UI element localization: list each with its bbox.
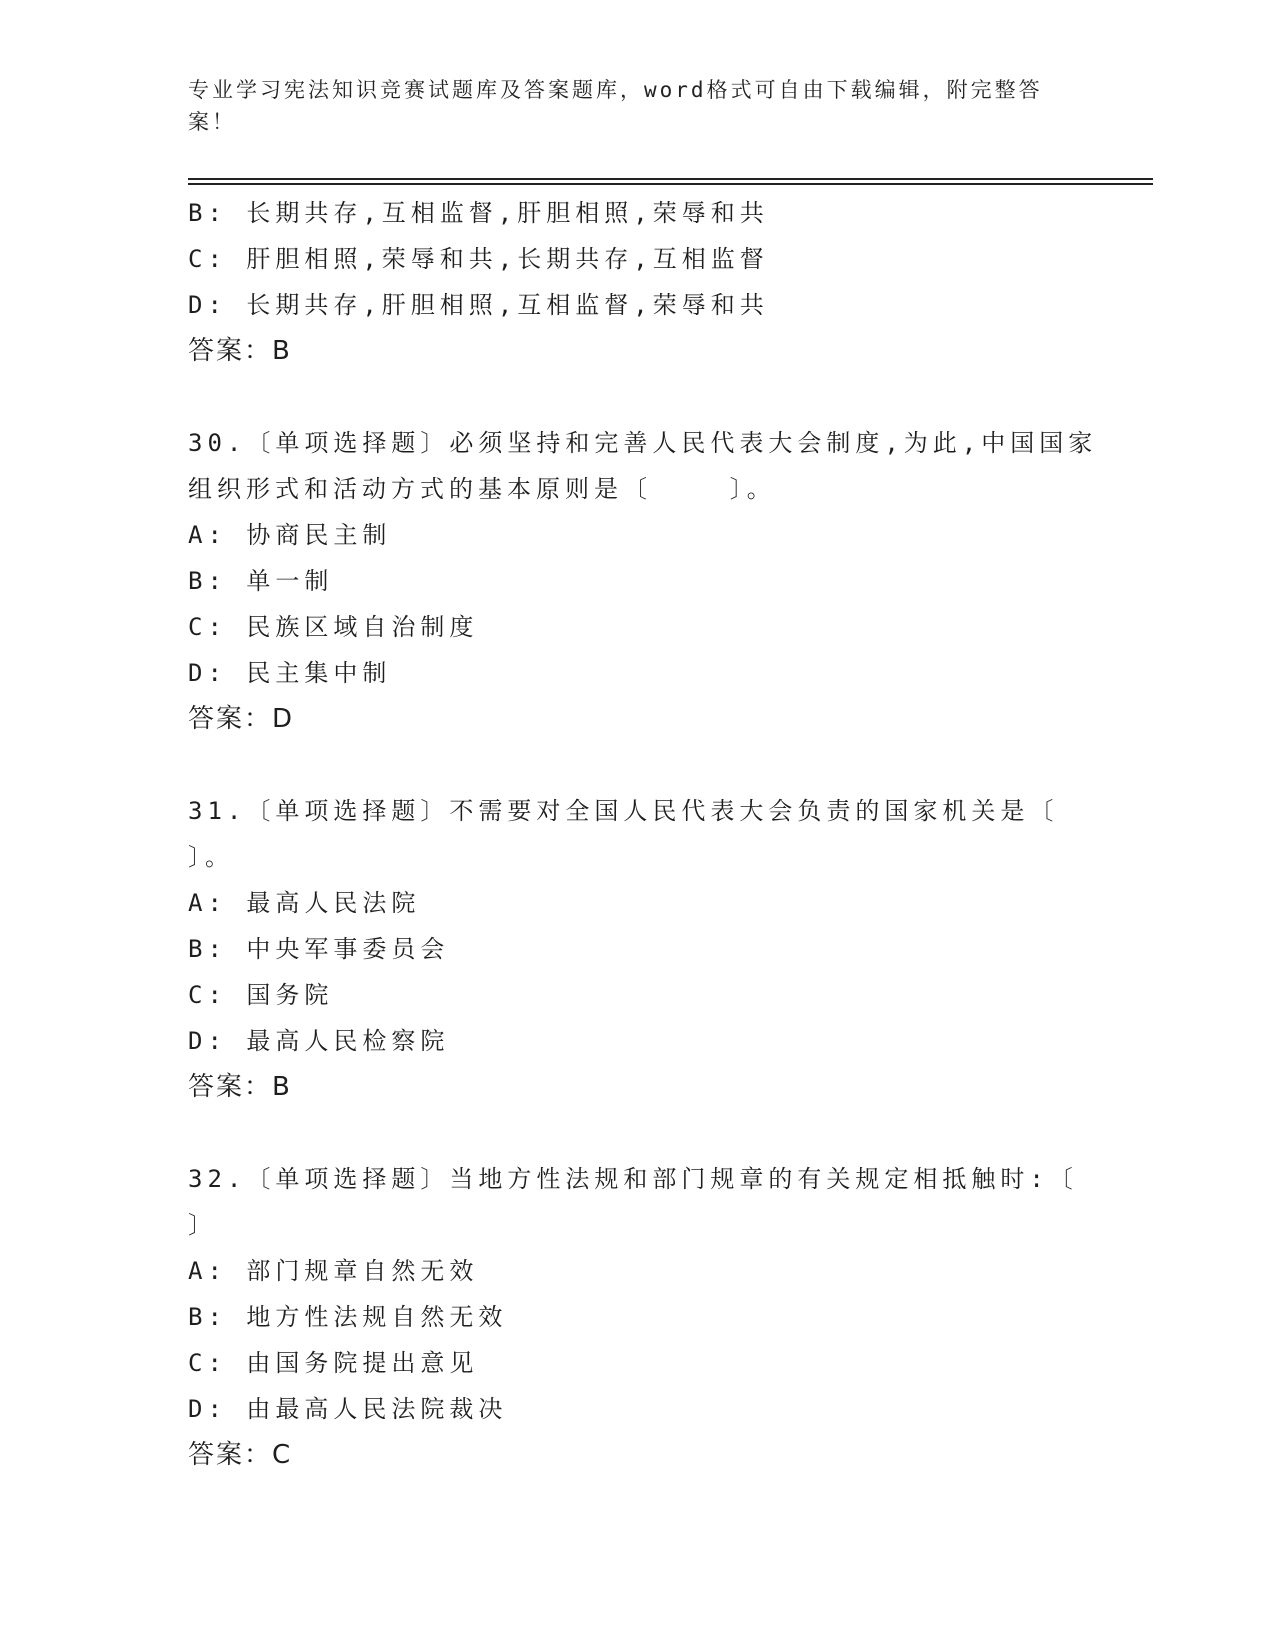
- option-d: D: 民主集中制: [188, 659, 392, 687]
- answer: 答案：B: [188, 1072, 292, 1102]
- header-rule-top: [188, 178, 1153, 180]
- question-content: [188, 190, 1098, 1478]
- option-a: A: 最高人民法院: [188, 889, 421, 917]
- question-text: 32.〔单项选择题〕当地方性法规和部门规章的有关规定相抵触时:〔: [188, 1165, 1078, 1193]
- option-c: C: 国务院: [188, 981, 334, 1009]
- question-text-cont: 〕。: [188, 843, 234, 871]
- option-b: B: 中央军事委员会: [188, 935, 450, 963]
- question-text: 31.〔单项选择题〕不需要对全国人民代表大会负责的国家机关是〔: [188, 797, 1059, 825]
- option-b: B: 长期共存,互相监督,肝胆相照,荣辱和共: [188, 199, 769, 227]
- option-a: A: 部门规章自然无效: [188, 1257, 479, 1285]
- question-text: 30.〔单项选择题〕必须坚持和完善人民代表大会制度,为此,中国国家: [188, 429, 1098, 457]
- option-c: C: 由国务院提出意见: [188, 1349, 479, 1377]
- continued-question: [188, 190, 1088, 374]
- option-d: D: 长期共存,肝胆相照,互相监督,荣辱和共: [188, 291, 769, 319]
- option-b: B: 单一制: [188, 567, 334, 595]
- option-d: D: 由最高人民法院裁决: [188, 1395, 508, 1423]
- question-30: [188, 420, 1098, 742]
- option-a: A: 协商民主制: [188, 521, 392, 549]
- question-31: [188, 788, 1088, 1110]
- question-32: [188, 1156, 1088, 1478]
- option-b: B: 地方性法规自然无效: [188, 1303, 508, 1331]
- option-c: C: 民族区域自治制度: [188, 613, 479, 641]
- option-d: D: 最高人民检察院: [188, 1027, 450, 1055]
- question-text-cont: 组织形式和活动方式的基本原则是〔 〕。: [188, 475, 776, 503]
- question-text-cont: 〕: [188, 1211, 217, 1239]
- answer: 答案：C: [188, 1440, 293, 1470]
- answer: 答案：B: [188, 336, 292, 366]
- answer: 答案：D: [188, 704, 295, 734]
- header-rule-bottom: [188, 183, 1153, 185]
- option-c: C: 肝胆相照,荣辱和共,长期共存,互相监督: [188, 245, 769, 273]
- document-header: 专业学习宪法知识竞赛试题库及答案题库，word格式可自由下载编辑，附完整答案！: [188, 78, 1043, 134]
